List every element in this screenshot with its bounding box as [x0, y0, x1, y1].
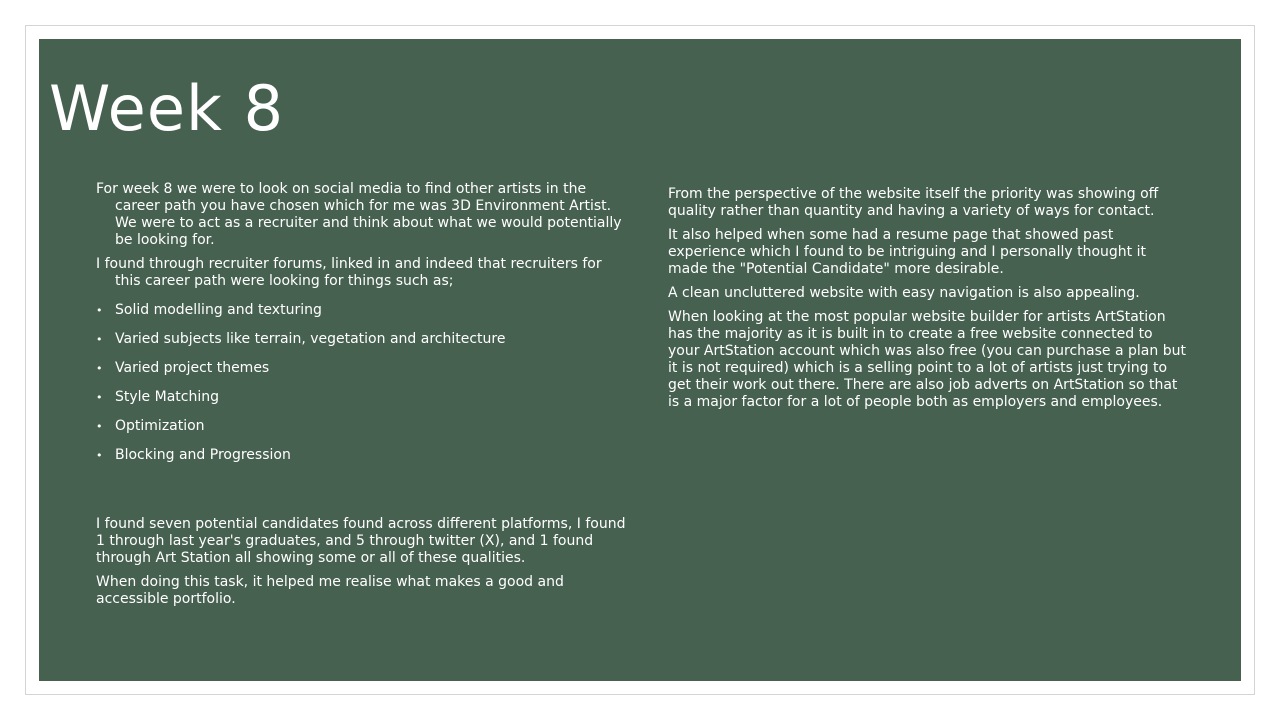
- findings-paragraph: I found through recruiter forums, linked in and indeed that recruiters for this career path were looking for things such as;: [96, 256, 602, 289]
- bullet-icon: •: [96, 362, 103, 375]
- list-item: [96, 331, 631, 348]
- list-item-text: Blocking and Progression: [115, 447, 291, 463]
- bullet-icon: •: [96, 391, 103, 404]
- list-item-text: Varied project themes: [115, 360, 270, 376]
- list-item: [96, 418, 631, 435]
- list-item-text: Style Matching: [115, 389, 219, 405]
- list-item-text: Optimization: [115, 418, 205, 434]
- list-item: [96, 302, 631, 319]
- spacer: [96, 476, 631, 516]
- list-item: [96, 360, 631, 377]
- website-priority-paragraph: From the perspective of the website itself the priority was showing off quality rather than quantity and having a variety of ways for contact.: [668, 186, 1159, 219]
- list-item: [96, 447, 631, 464]
- intro-paragraph: For week 8 we were to look on social media to find other artists in the career path you have chosen which for me was 3D Environment Artist. We were to act as a recruiter and think about what we would potentially be looking for.: [96, 181, 622, 248]
- bullet-icon: •: [96, 449, 103, 462]
- slide-title: Week 8: [49, 72, 285, 145]
- left-column: [96, 181, 631, 615]
- resume-paragraph: It also helped when some had a resume page that showed past experience which I found to be intriguing and I personally thought it made the "Potential Candidate" more desirable.: [668, 227, 1146, 277]
- candidates-paragraph: I found seven potential candidates found across different platforms, I found 1 through last year's graduates, and 5 through twitter (X), and 1 found through Art Station all showing some or all of these qualities.: [96, 516, 626, 566]
- bullet-icon: •: [96, 420, 103, 433]
- right-column: [668, 186, 1188, 418]
- artstation-paragraph: When looking at the most popular website builder for artists ArtStation has the majority as it is built in to create a free website connected to your ArtStation account which was also free (you can purchase a plan but it is not required) which is a selling point to a lot of artists just trying to get their work out there. There are also job adverts on ArtStation so that is a major factor for a lot of people both as employers and employees.: [668, 309, 1186, 410]
- list-item-text: Varied subjects like terrain, vegetation and architecture: [115, 331, 506, 347]
- requirements-list: [96, 302, 631, 464]
- slide: [39, 39, 1241, 681]
- bullet-icon: •: [96, 333, 103, 346]
- bullet-icon: •: [96, 304, 103, 317]
- conclusion-paragraph: When doing this task, it helped me realise what makes a good and accessible portfolio.: [96, 574, 564, 607]
- list-item-text: Solid modelling and texturing: [115, 302, 322, 318]
- list-item: [96, 389, 631, 406]
- navigation-paragraph: A clean uncluttered website with easy navigation is also appealing.: [668, 285, 1140, 301]
